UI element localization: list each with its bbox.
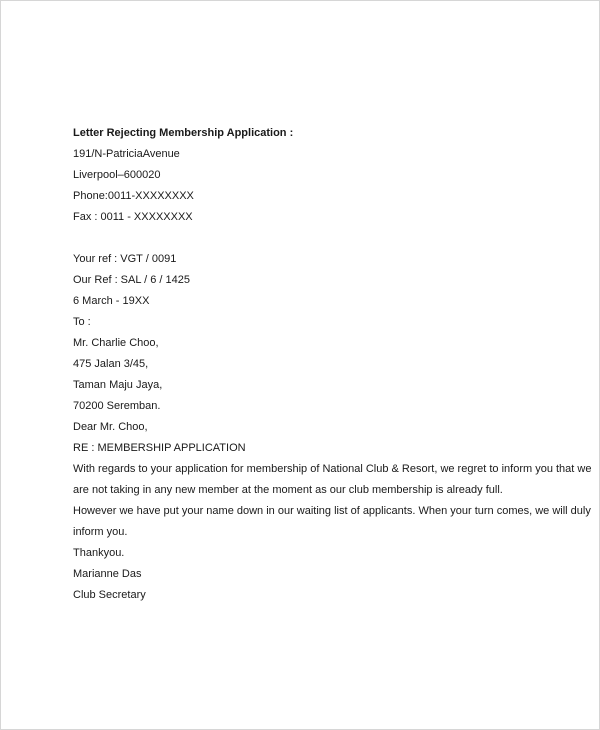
body-paragraph-line: With regards to your application for membership of National Club & Resort, we regret to inform you that we (73, 463, 592, 475)
sender-phone: Phone:0011-XXXXXXXX (73, 190, 194, 202)
recipient-to-label: To : (73, 316, 91, 328)
sender-street: 191/N-PatriciaAvenue (73, 148, 180, 160)
blank-line (73, 228, 543, 249)
letter-date: 6 March - 19XX (73, 295, 150, 307)
subject-line: RE : MEMBERSHIP APPLICATION (73, 442, 246, 454)
recipient-name: Mr. Charlie Choo, (73, 337, 159, 349)
recipient-address-line: Taman Maju Jaya, (73, 379, 163, 391)
sender-city: Liverpool–600020 (73, 169, 161, 181)
body-paragraph-line: However we have put your name down in our waiting list of applicants. When your turn comes, we will duly (73, 505, 591, 517)
our-reference: Our Ref : SAL / 6 / 1425 (73, 274, 190, 286)
body-paragraph-line: inform you. (73, 526, 128, 538)
signature-name: Marianne Das (73, 568, 142, 580)
body-paragraph-line: are not taking in any new member at the moment as our club membership is already full. (73, 484, 503, 496)
your-reference: Your ref : VGT / 0091 (73, 253, 177, 265)
sender-fax: Fax : 0011 - XXXXXXXX (73, 211, 193, 223)
salutation: Dear Mr. Choo, (73, 421, 148, 433)
recipient-address-line: 70200 Seremban. (73, 400, 161, 412)
closing: Thankyou. (73, 547, 125, 559)
letter-title: Letter Rejecting Membership Application : (73, 127, 294, 139)
recipient-address-line: 475 Jalan 3/45, (73, 358, 149, 370)
signature-title: Club Secretary (73, 589, 146, 601)
letter-body (73, 123, 592, 606)
